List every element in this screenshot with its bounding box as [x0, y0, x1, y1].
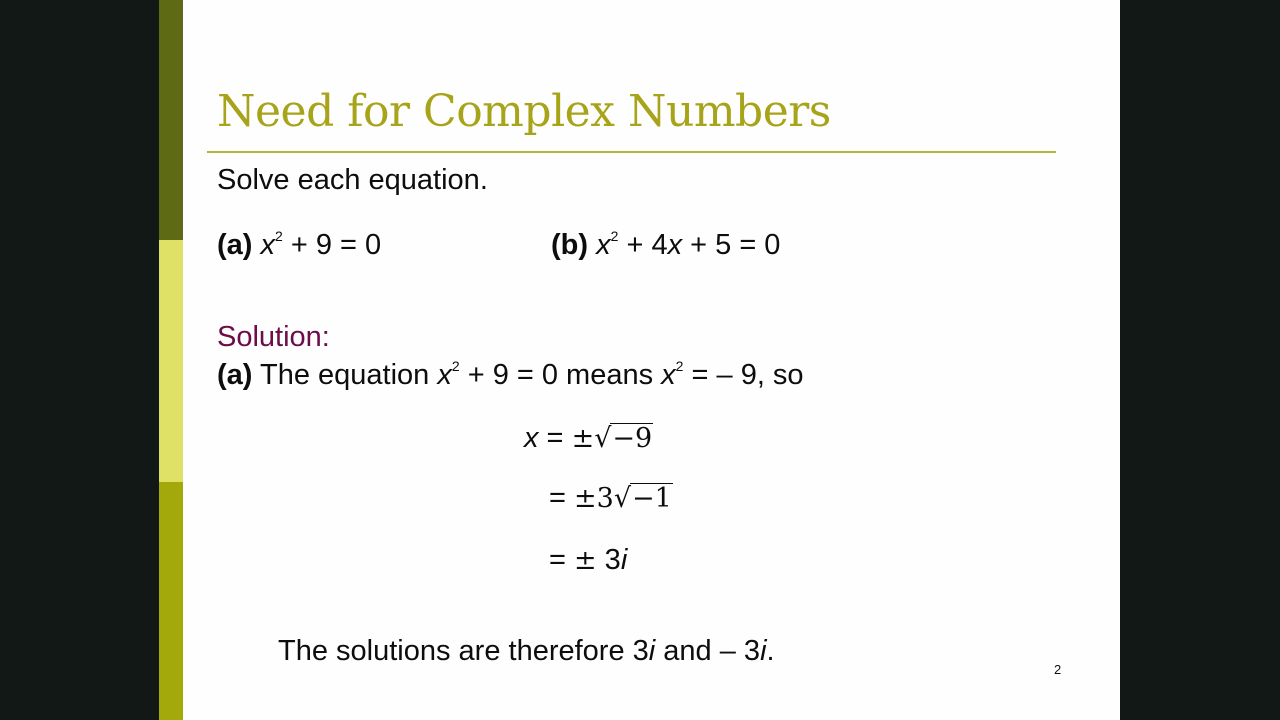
solution-a-exp-2: 2: [675, 358, 684, 374]
step-1: [524, 423, 653, 453]
step-2: [549, 483, 673, 513]
solution-a-text-1: The equation: [252, 359, 438, 391]
slide-title: Need for Complex Numbers: [217, 86, 831, 137]
solution-a-x-1: x: [437, 359, 452, 391]
equation-a-label: (a): [217, 229, 253, 261]
step-2-expression: [574, 483, 673, 514]
equation-b-mid: + 4: [618, 229, 668, 261]
step-3-plus-minus: ±: [574, 545, 597, 576]
step-1-expression: [572, 423, 654, 454]
title-underline: [207, 151, 1056, 153]
step-3-equals: =: [549, 544, 574, 576]
step-2-coefficient: ±3: [574, 483, 614, 514]
equation-a-exponent: 2: [275, 228, 283, 244]
solution-a-text-3: = – 9, so: [683, 359, 804, 391]
conclusion-i-1: i: [648, 635, 656, 667]
solution-a-label: (a): [217, 359, 253, 391]
conclusion: [278, 637, 775, 666]
conclusion-text-1: The solutions are therefore 3: [278, 635, 649, 667]
equation-b-x: x: [596, 229, 611, 261]
step-1-equals: =: [538, 422, 572, 454]
step-1-lhs: x: [524, 422, 539, 454]
equation-a: [217, 228, 382, 261]
slide: [159, 0, 1120, 720]
equation-b-x2: x: [667, 229, 683, 261]
accent-stripe-dark: [159, 0, 183, 240]
solution-label: Solution:: [217, 321, 330, 353]
step-3-i: i: [620, 544, 628, 576]
conclusion-text-2: and – 3: [655, 635, 761, 667]
equation-a-rest: + 9 = 0: [282, 229, 382, 261]
accent-stripe-light: [159, 240, 183, 482]
step-1-sqrt: [594, 423, 653, 452]
solution-a-text-2: + 9 = 0 means: [459, 359, 662, 391]
accent-stripe-mid: [159, 482, 183, 720]
step-2-sqrt: [614, 483, 673, 512]
equation-a-x: x: [260, 229, 276, 261]
radical-sign-icon: √: [613, 483, 632, 514]
equation-b: [551, 228, 781, 261]
conclusion-i-2: i: [760, 635, 767, 667]
solution-a-x-2: x: [661, 359, 676, 391]
equation-b-label: (b): [551, 229, 589, 261]
solution-a-exp-1: 2: [451, 358, 460, 374]
page-number: 2: [1054, 662, 1062, 677]
conclusion-text-3: .: [766, 635, 775, 667]
step-3: [549, 546, 627, 575]
radical-sign-icon: √: [594, 423, 612, 454]
step-3-value: 3: [596, 544, 621, 576]
step-1-radicand: −9: [612, 423, 653, 454]
step-2-equals: =: [549, 482, 574, 514]
prompt-text: Solve each equation.: [217, 164, 488, 196]
solution-a-text: [217, 358, 804, 391]
step-1-plus-minus: ±: [571, 423, 595, 454]
equation-b-exponent: 2: [610, 228, 619, 244]
equation-b-rest: + 5 = 0: [682, 229, 781, 261]
step-2-radicand: −1: [632, 483, 672, 514]
